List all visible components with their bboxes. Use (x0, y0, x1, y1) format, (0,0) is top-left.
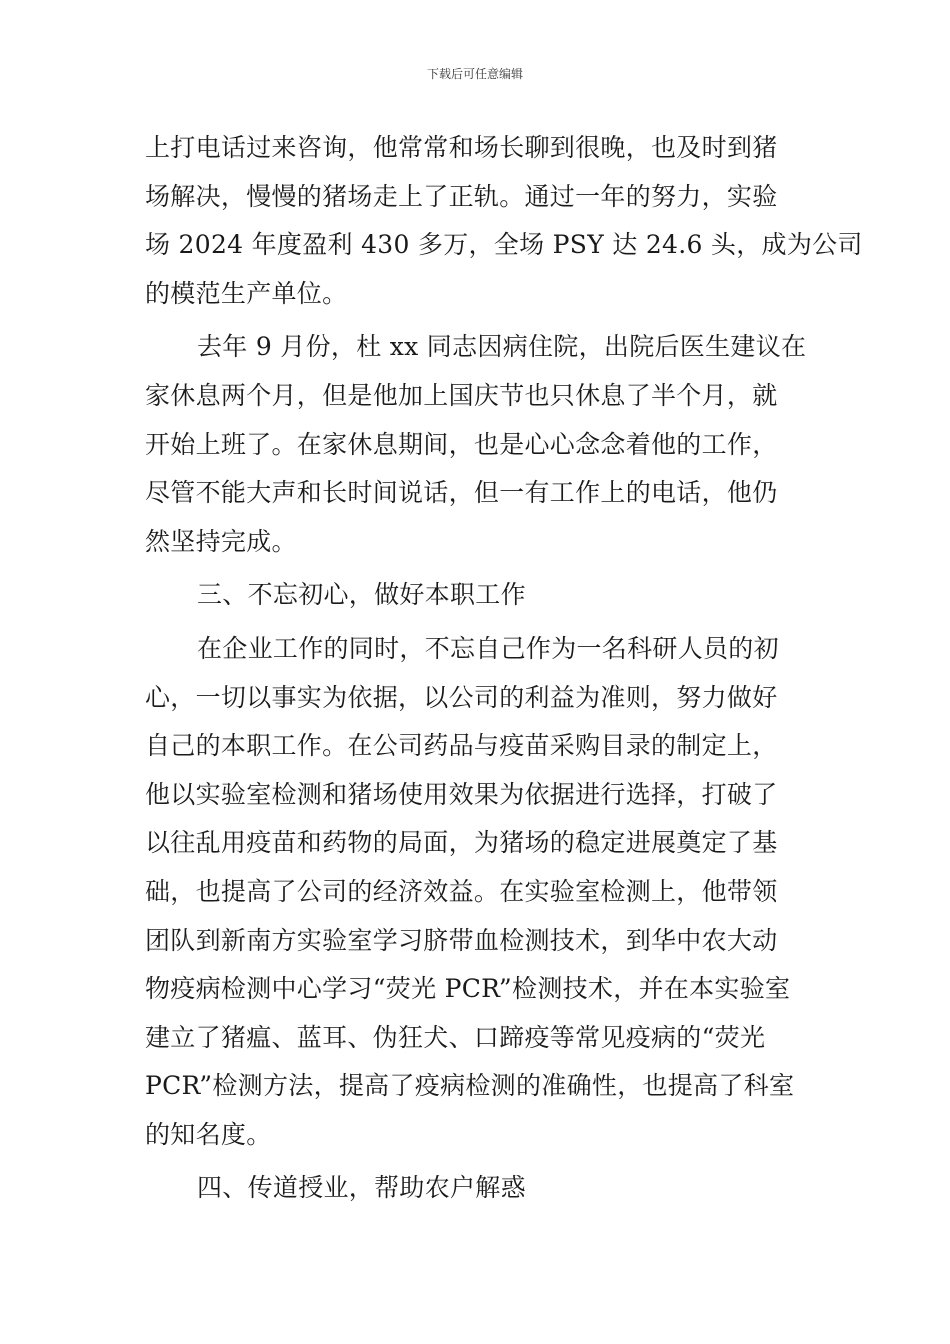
text-line: 以往乱用疫苗和药物的局面，为猪场的稳定进展奠定了基 (145, 828, 778, 858)
text-line: 的知名度。 (145, 1119, 272, 1149)
text-line: 团队到新南方实验室学习脐带血检测技术，到华中农大动 (145, 925, 778, 955)
text-line: 在企业工作的同时，不忘自己作为一名科研人员的初 (197, 633, 779, 663)
section-heading-4 (145, 1164, 807, 1213)
text-line: 去年 9 月份，杜 xx 同志因病住院，出院后医生建议在 (197, 332, 807, 362)
text-line: 础，也提高了公司的经济效益。在实验室检测上，他带领 (145, 876, 778, 906)
text-line: 开始上班了。在家休息期间，也是心心念念着他的工作， (145, 429, 778, 459)
text-line: 物疫病检测中心学习“荧光 PCR”检测技术，并在本实验室 (145, 974, 791, 1004)
text-line: 的模范生产单位。 (145, 278, 348, 308)
section-heading: 四、传道授业，帮助农户解惑 (197, 1173, 526, 1203)
text-line: 场解决，慢慢的猪场走上了正轨。通过一年的努力，实验 (145, 181, 778, 211)
text-line: 他以实验室检测和猪场使用效果为依据进行选择，打破了 (145, 779, 778, 809)
text-line: 尽管不能大声和长时间说话，但一有工作上的电话，他仍 (145, 478, 778, 508)
page-header: 下载后可任意编辑 (426, 67, 523, 81)
paragraph-2 (145, 323, 807, 566)
paragraph-1 (145, 124, 863, 318)
text-line: 心，一切以事实为依据，以公司的利益为准则，努力做好 (145, 682, 778, 712)
text-line: 建立了猪瘟、蓝耳、伪狂犬、口蹄疫等常见疫病的“荧光 (145, 1022, 766, 1052)
text-line: 家休息两个月，但是他加上国庆节也只休息了半个月，就 (145, 380, 778, 410)
document-body (145, 124, 863, 1213)
text-line: 然坚持完成。 (145, 526, 297, 556)
text-line: 上打电话过来咨询，他常常和场长聊到很晚，也及时到猪 (145, 133, 778, 162)
text-line: PCR”检测方法，提高了疫病检测的准确性，也提高了科室 (145, 1071, 795, 1101)
text-line: 自己的本职工作。在公司药品与疫苗采购目录的制定上， (145, 731, 778, 761)
section-heading: 三、不忘初心，做好本职工作 (197, 580, 526, 610)
paragraph-4 (145, 625, 807, 1160)
text-line: 场 2024 年度盈利 430 多万，全场 PSY 达 24.6 头，成为公司 (145, 230, 863, 260)
section-heading-3 (145, 571, 807, 620)
